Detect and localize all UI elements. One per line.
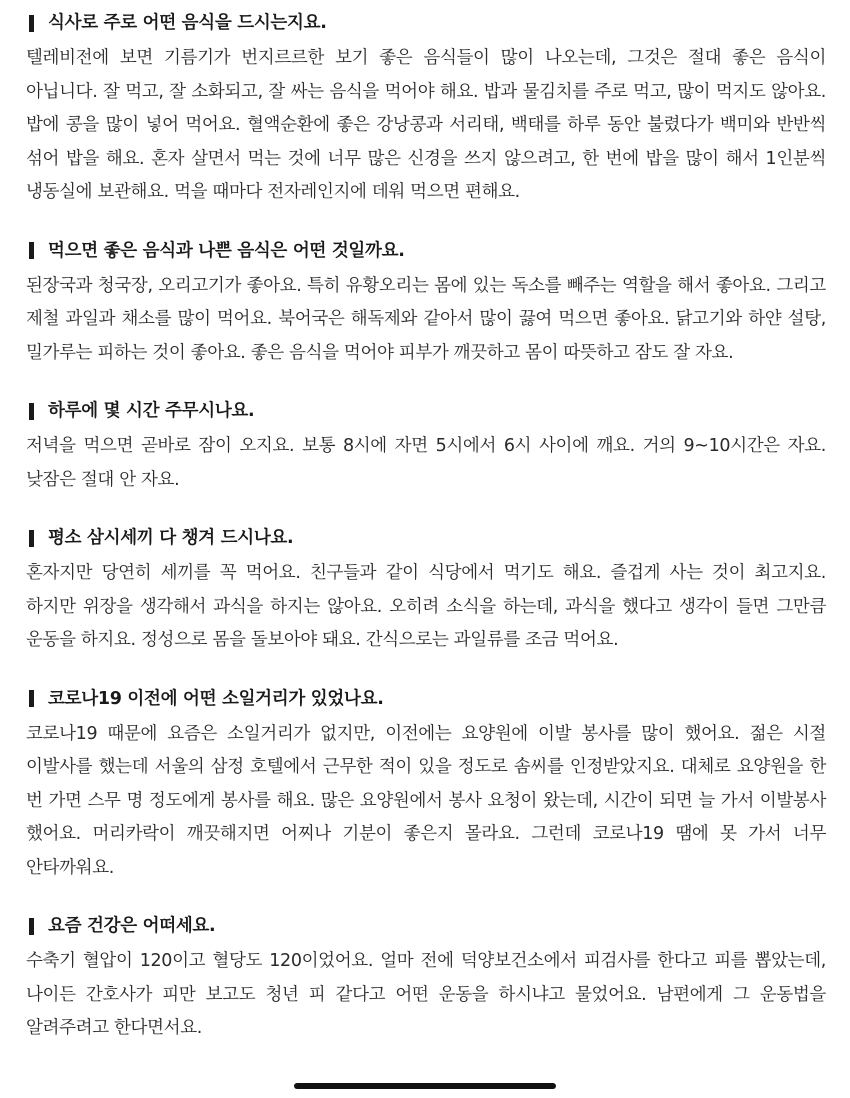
interview-article — [26, 8, 826, 1072]
answer-paragraph: 수축기 혈압이 120이고 혈당도 120이었어요. 얼마 전에 덕양보건소에서 피검사를 한다고 피를 뽑았는데, 나이든 간호사가 피만 보고도 청년 피 같다고 어떤 운동을 하시냐고 물었어요. 남편에게 그 운동법을 알려주려고 한다면서요. — [26, 951, 826, 1038]
question-text: 하루에 몇 시간 주무시나요. — [48, 401, 255, 421]
question-text: 평소 삼시세끼 다 챙겨 드시나요. — [48, 528, 294, 548]
answer-paragraph: 혼자지만 당연히 세끼를 꼭 먹어요. 친구들과 같이 식당에서 먹기도 해요. 즐겁게 사는 것이 최고지요. 하지만 위장을 생각해서 과식을 하지는 않아요. 오히려 소식을 하는데, 과식을 했다고 생각이 들면 그만큼 운동을 하지요. 정성으로 몸을 돌보아야 돼요. 간식으로는 과일류를 조금 먹어요. — [26, 563, 826, 650]
answer-paragraph: 텔레비전에 보면 기름기가 번지르르한 보기 좋은 음식들이 많이 나오는데, 그것은 절대 좋은 음식이 아닙니다. 잘 먹고, 잘 소화되고, 잘 싸는 음식을 먹어야 해요. 밥과 물김치를 주로 먹고, 많이 먹지도 않아요. 밥에 콩을 많이 넣어 먹어요. 혈액순환에 좋은 강낭콩과 서리태, 백태를 하루 동안 불렸다가 백미와 반반씩 섞어 밥을 해요. 혼자 살면서 먹는 것에 너무 많은 신경을 쓰지 않으려고, 한 번에 밥을 많이 해서 1인분씩 냉동실에 보관해요. 먹을 때마다 전자레인지에 데워 먹으면 편해요. — [26, 48, 826, 202]
question-heading — [26, 8, 826, 38]
question-text: 코로나19 이전에 어떤 소일거리가 있었나요. — [48, 688, 384, 709]
question-text: 요즘 건강은 어떠세요. — [48, 916, 216, 936]
question-heading — [26, 523, 826, 553]
question-heading — [26, 911, 826, 941]
question-text: 식사로 주로 어떤 음식을 드시는지요. — [48, 13, 327, 33]
qa-section — [26, 523, 826, 658]
heading-bar-marker — [29, 242, 34, 259]
home-indicator-bar[interactable] — [294, 1083, 556, 1089]
answer-paragraph: 된장국과 청국장, 오리고기가 좋아요. 특히 유황오리는 몸에 있는 독소를 빼주는 역할을 해서 좋아요. 그리고 제철 과일과 채소를 많이 먹어요. 북어국은 해독제와 같아서 많이 끓여 먹으면 좋아요. 닭고기와 하얀 설탕, 밀가루는 피하는 것이 좋아요. 좋은 음식을 먹어야 피부가 깨끗하고 몸이 따뜻하고 잠도 잘 자요. — [26, 275, 826, 363]
qa-section — [26, 236, 826, 371]
heading-bar-marker — [29, 918, 34, 935]
answer-paragraph: 저녁을 먹으면 곧바로 잠이 오지요. 보통 8시에 자면 5시에서 6시 사이에 깨요. 거의 9~10시간은 자요. 낮잠은 절대 안 자요. — [26, 436, 826, 490]
question-heading — [26, 684, 826, 714]
heading-bar-marker — [29, 403, 34, 420]
heading-bar-marker — [29, 15, 34, 32]
qa-section — [26, 8, 826, 210]
qa-section — [26, 396, 826, 497]
heading-bar-marker — [29, 690, 34, 707]
answer-paragraph: 코로나19 때문에 요즘은 소일거리가 없지만, 이전에는 요양원에 이발 봉사를 많이 했어요. 젊은 시절 이발사를 했는데 서울의 삼정 호텔에서 근무한 적이 있을 정도로 솜씨를 인정받았지요. 대체로 요양원을 한 번 가면 스무 명 정도에게 봉사를 해요. 많은 요양원에서 봉사 요청이 왔는데, 시간이 되면 늘 가서 이발봉사 했어요. 머리카락이 깨끗해지면 어찌나 기분이 좋은지 몰라요. 그런데 코로나19 땜에 못 가서 너무 안타까워요. — [26, 723, 826, 878]
heading-bar-marker — [29, 530, 34, 547]
question-heading — [26, 236, 826, 266]
qa-section — [26, 911, 826, 1046]
question-heading — [26, 396, 826, 426]
qa-section — [26, 684, 826, 886]
question-text: 먹으면 좋은 음식과 나쁜 음식은 어떤 것일까요. — [48, 240, 405, 261]
